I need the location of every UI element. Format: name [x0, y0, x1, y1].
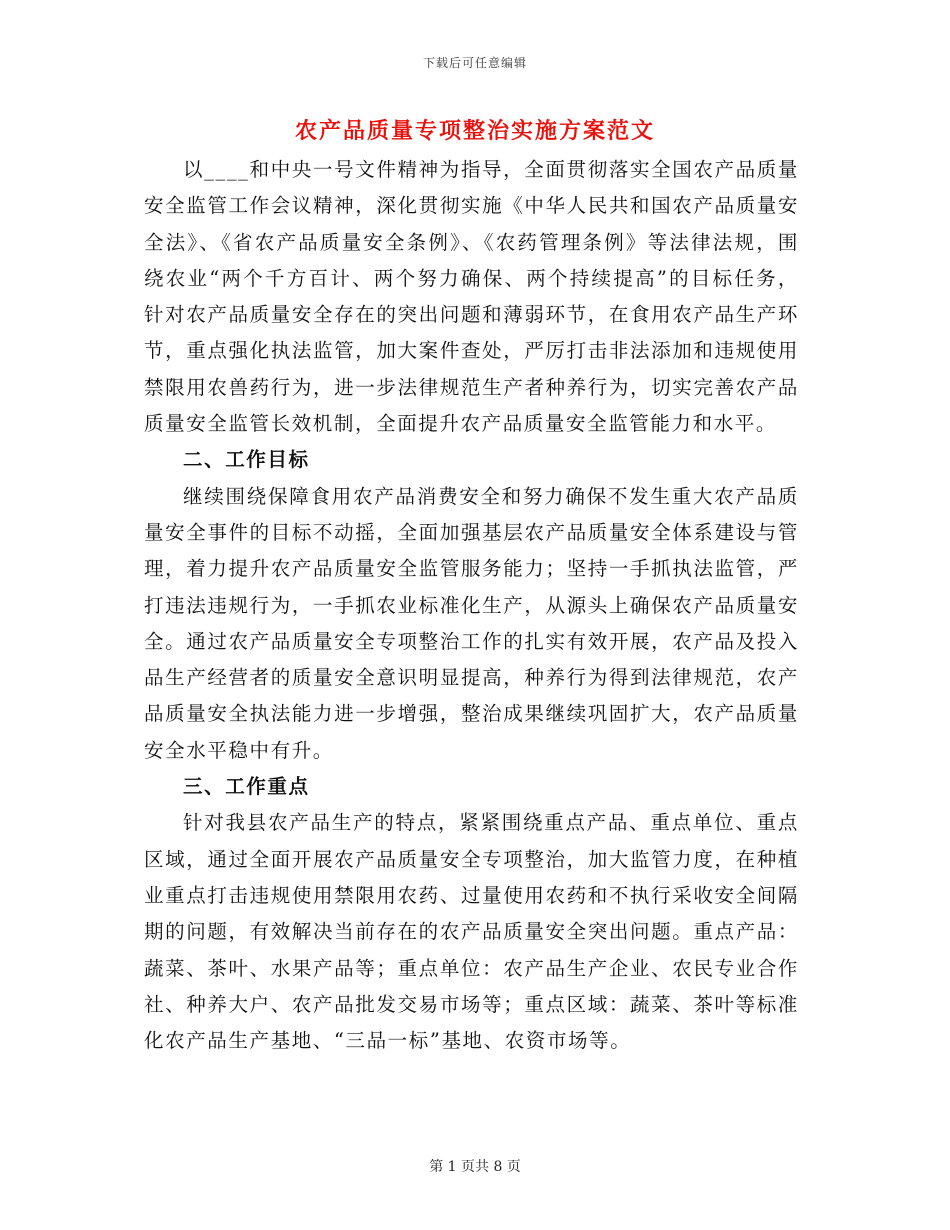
page-header-note: 下载后可任意编辑: [422, 56, 527, 70]
document-title: 农产品质量专项整治实施方案范文: [294, 118, 655, 144]
paragraph-work-goals: 继续围绕保障食用农产品消费安全和努力确保不发生重大农产品质量安全事件的目标不动摇，全面加强基层农产品质量安全体系建设与管理，着力提升农产品质量安全监管服务能力；坚持一手抓执法监管，严打违法违规行为，一手抓农业标准化生产，从源头上确保农产品质量安全。通过农产品质量安全专项整治工作的扎实有效开展，农产品及投入品生产经营者的质量安全意识明显提高，种养行为得到法律规范，农产品质量安全执法能力进一步增强，整治成果继续巩固扩大，农产品质量安全水平稳中有升。: [144, 484, 799, 762]
section-heading-work-focus: 三、工作重点: [183, 775, 310, 799]
page-number-footer: 第 1 页共 8 页: [429, 1159, 521, 1175]
paragraph-work-focus: 针对我县农产品生产的特点，紧紧围绕重点产品、重点单位、重点区域，通过全面开展农产品质量安全专项整治，加大监管力度，在种植业重点打击违规使用禁限用农药、过量使用农药和不执行采收安全间隔期的问题，有效解决当前存在的农产品质量安全突出问题。重点产品：蔬菜、茶叶、水果产品等；重点单位：农产品生产企业、农民专业合作社、种养大户、农产品批发交易市场等；重点区域：蔬菜、茶叶等标准化农产品生产基地、“三品一标”基地、农资市场等。: [144, 811, 799, 1053]
paragraph-guiding-principle: 以____和中央一号文件精神为指导，全面贯彻落实全国农产品质量安全监管工作会议精神，深化贯彻实施《中华人民共和国农产品质量安全法》、《省农产品质量安全条例》、《农药管理条例》等法律法规，围绕农业“两个千方百计、两个努力确保、两个持续提高”的目标任务，针对农产品质量安全存在的突出问题和薄弱环节，在食用农产品生产环节，重点强化执法监管，加大案件查处，严厉打击非法添加和违规使用禁限用农兽药行为，进一步法律规范生产者种养行为，切实完善农产品质量安全监管长效机制，全面提升农产品质量安全监管能力和水平。: [144, 158, 799, 436]
document-body: [144, 152, 799, 1059]
section-heading-work-goals: 二、工作目标: [183, 448, 310, 472]
